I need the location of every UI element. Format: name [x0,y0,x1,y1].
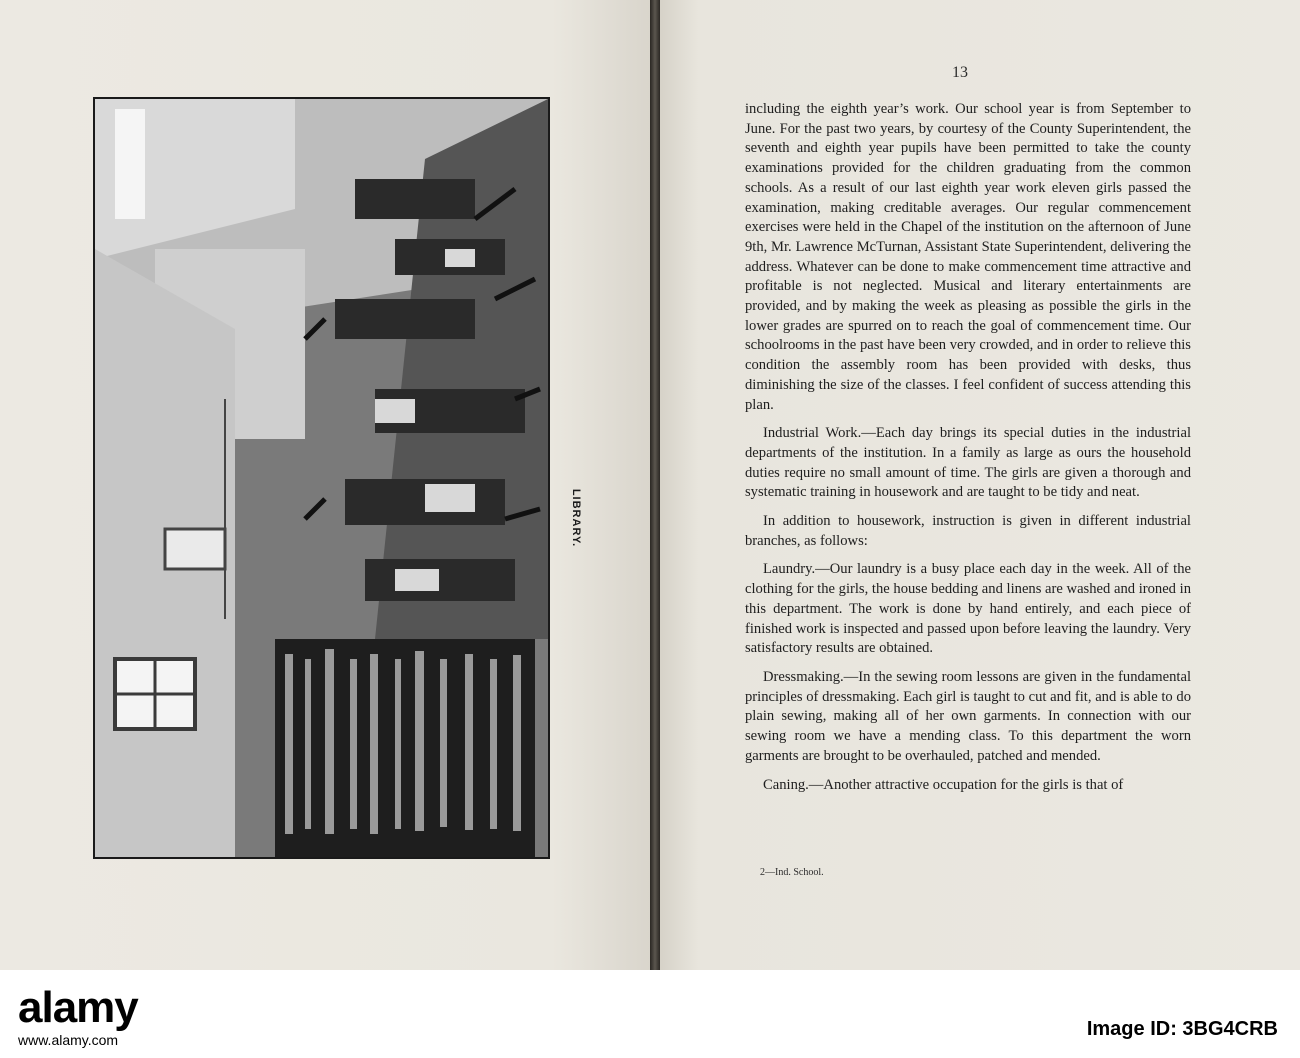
paragraph-school-year: including the eighth year’s work. Our school year is from September to June. For the past two years, by courtesy of the County Superintendent, the seventh and eighth year pupils have been permitted to take the county examinations provided for the children graduating from the common schools. As a result of our last eighth year work eleven girls passed the examination, making creditable averages. Our regular commencement exercises were held in the Chapel of the institution on the afternoon of June 9th, Mr. Lawrence McTurnan, Assistant State Superintendent, delivering the address. Whatever can be done to make commencement time attractive and profitable is not neglected. Musical and literary entertainments are provided, and by making the week as pleasing as possible the girls in the lower grades are spurred on to reach the goal of commencement time. Our schoolrooms in the past have been very crowded, and in order to relieve this condition the assembly room has been provided with desks, thus diminishing the size of the classes. I feel confident of success attending this plan. [745,101,1191,413]
signature-mark: 2—Ind. School. [760,867,824,878]
library-photograph [93,97,550,859]
paragraph-laundry: Laundry.—Our laundry is a busy place each day in the week. All of the clothing for the girls, the house bedding and linens are washed and ironed in this department. The work is done by hand entirely, and each piece of finished work is inspected and passed upon before leaving the laundry. Very satisfactory results are obtained. [745,561,1191,657]
paragraph-industrial-branches: In addition to housework, instruction is given in different industrial branches, as follows: [745,513,1191,549]
paragraph-dressmaking: Dressmaking.—In the sewing room lessons are given in the fundamental principles of dressmaking. Each girl is taught to cut and fit, and is able to do plain sewing, making all of her own garments. In connection with our sewing room we have a mending class. To this department the worn garments are brought to be overhauled, patched and mended. [745,668,1191,764]
paragraph-caning: Caning.—Another attractive occupation for the girls is that of [763,776,1124,793]
image-id-value: Image ID: 3BG4CRB [1086,1018,1278,1040]
stock-footer [0,970,1300,1058]
paragraph-industrial-work: Industrial Work.—Each day brings its special duties in the industrial departments of the institution. In a family as large as ours the household duties require no small amount of time. The girls are given a thorough and systematic training in housework and are taught to be tidy and neat. [745,425,1191,501]
alamy-url: www.alamy.com [18,1032,119,1048]
left-page [0,0,650,970]
page-number: 13 [952,64,968,81]
caption-text: LIBRARY. [570,488,582,548]
body-text [745,100,1191,804]
alamy-logo: alamy [18,983,138,1032]
book-gutter [650,0,660,970]
image-id [1087,1018,1278,1041]
photo-caption [566,478,586,558]
